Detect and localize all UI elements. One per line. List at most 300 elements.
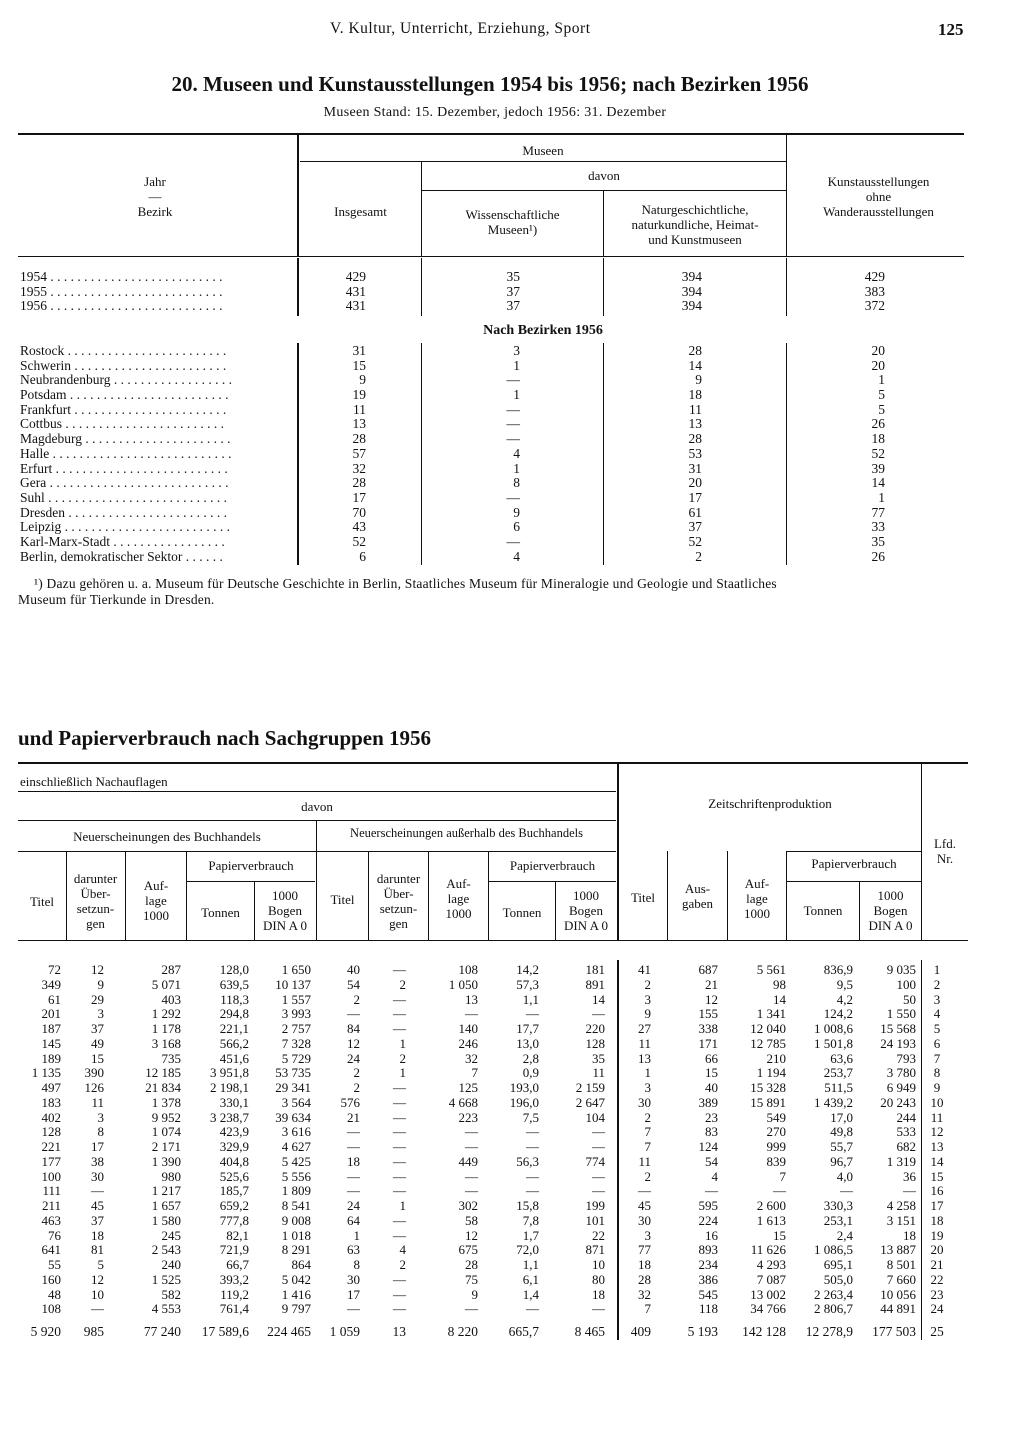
- cell: 429: [864, 269, 885, 284]
- cell: 839: [766, 1153, 786, 1169]
- cell: 7 087: [756, 1271, 786, 1287]
- cell: 6: [513, 519, 520, 535]
- total-cell: 13: [392, 1324, 406, 1339]
- cell: 57: [352, 445, 366, 461]
- cell: 18: [688, 387, 702, 403]
- row-label: 1956 . . . . . . . . . . . . . . . . . . . . . . . . . .: [20, 298, 223, 314]
- cell: 2 543: [151, 1242, 181, 1258]
- cell: 10 137: [275, 976, 311, 992]
- cell: 21: [705, 976, 718, 992]
- stub-dash: —: [148, 189, 162, 204]
- cell: 24: [347, 1198, 360, 1213]
- cell: 31: [352, 343, 366, 358]
- head-lfd: [922, 836, 968, 866]
- cell: 37: [91, 1021, 104, 1036]
- head-a-auflage: [429, 876, 488, 921]
- page-number: 125: [938, 20, 964, 39]
- cell: 595: [698, 1198, 718, 1213]
- cell: 639,5: [219, 976, 249, 992]
- cell: 9 797: [281, 1301, 311, 1317]
- cell: 545: [698, 1286, 718, 1302]
- cell: 20 243: [880, 1094, 916, 1110]
- cell: 19: [352, 387, 366, 403]
- cell: —: [592, 1301, 605, 1317]
- cell: 549: [766, 1109, 786, 1125]
- cell: 18: [930, 1212, 944, 1228]
- cell: 394: [681, 269, 702, 284]
- cell: 35: [506, 269, 520, 284]
- cell: 140: [458, 1021, 478, 1036]
- cell: 1 550: [886, 1006, 916, 1022]
- cell: 349: [41, 976, 61, 992]
- head-b-bogen: [255, 888, 315, 933]
- cell: 864: [291, 1257, 311, 1272]
- cell: 36: [903, 1168, 916, 1184]
- total-cell: 5 193: [687, 1324, 718, 1339]
- cell: 118: [698, 1301, 718, 1317]
- cell: 24: [347, 1050, 360, 1066]
- cell: 270: [766, 1124, 786, 1140]
- rule-zeit: [617, 763, 619, 940]
- row-label: 1955 . . . . . . . . . . . . . . . . . . . . . . . . . .: [20, 283, 223, 299]
- cell: 21: [930, 1257, 944, 1272]
- h: 1000: [445, 906, 472, 921]
- total-cell: 665,7: [508, 1324, 539, 1339]
- cell: 8: [933, 1065, 941, 1081]
- col-z-auflage: [728, 963, 786, 1340]
- cell: 576: [340, 1094, 360, 1110]
- cell: 393,2: [219, 1271, 249, 1287]
- cell: 11: [592, 1065, 605, 1081]
- cell: 5 042: [281, 1271, 311, 1287]
- cell: 1,1: [522, 991, 539, 1007]
- h: Bogen: [569, 903, 603, 918]
- cell: 224: [698, 1212, 718, 1228]
- cell: 244: [896, 1109, 916, 1125]
- cell: 28: [352, 431, 366, 447]
- cell: —: [638, 1183, 651, 1199]
- cell: 1 650: [281, 962, 311, 977]
- col-b-auflage: [126, 963, 181, 1340]
- rule-neu: [18, 851, 616, 852]
- cell: 17,7: [516, 1021, 539, 1036]
- cell: —: [526, 1183, 539, 1199]
- cell: 330,3: [823, 1198, 853, 1213]
- cell: 3 951,8: [210, 1065, 249, 1081]
- cell: 9: [695, 372, 702, 388]
- cell: 4 553: [151, 1301, 181, 1317]
- cell: 26: [871, 416, 885, 432]
- district-label: Cottbus . . . . . . . . . . . . . . . . . . . . . . . .: [20, 416, 225, 432]
- total-cell: 8 220: [447, 1324, 478, 1339]
- district-label: Frankfurt . . . . . . . . . . . . . . . . . . . . . . .: [20, 401, 227, 417]
- h: 1000: [272, 888, 298, 903]
- cell: 5: [933, 1021, 941, 1036]
- cell: —: [347, 1124, 360, 1140]
- cell: —: [526, 1124, 539, 1140]
- col-a-uebersetzungen: [369, 963, 406, 1340]
- cell: 2 159: [575, 1080, 605, 1095]
- cell: 155: [698, 1006, 718, 1022]
- cell: 52: [871, 445, 885, 461]
- head-museen: Museen: [522, 143, 564, 158]
- cell: 24 193: [880, 1035, 916, 1051]
- cell: 22: [930, 1271, 944, 1287]
- h: setzun-: [379, 901, 418, 916]
- cell: 12: [91, 962, 104, 977]
- col-a-tonnen: [489, 963, 539, 1340]
- cell: 100: [41, 1168, 61, 1184]
- cell: 13: [638, 1050, 651, 1066]
- cell: 582: [161, 1286, 181, 1302]
- cell: 3: [97, 1006, 104, 1022]
- cell: 287: [161, 962, 181, 977]
- cell: 20: [688, 475, 702, 491]
- cell: 8 541: [281, 1198, 311, 1213]
- table2-top-rule: [18, 762, 968, 764]
- cell: 15: [91, 1050, 104, 1066]
- cell: 37: [688, 519, 702, 535]
- cell: 1 292: [151, 1006, 181, 1022]
- cell: 160: [41, 1271, 61, 1287]
- cell: 1 319: [886, 1153, 916, 1169]
- cell: —: [526, 1006, 539, 1022]
- head-kunst-2: ohne: [865, 189, 892, 204]
- cell: 17: [352, 489, 366, 505]
- cell: 9: [359, 372, 366, 388]
- cell: 1 086,5: [814, 1242, 853, 1258]
- cell: 675: [458, 1242, 478, 1258]
- cell: 19: [930, 1227, 944, 1243]
- total-cell: 17 589,6: [201, 1324, 249, 1339]
- cell: 3: [513, 343, 520, 358]
- cell: 196,0: [509, 1094, 539, 1110]
- cell: 13: [465, 991, 478, 1007]
- cell: 181: [585, 962, 605, 977]
- cell: 246: [458, 1035, 478, 1051]
- head-natur-2: naturkundliche, Heimat-: [631, 217, 759, 232]
- cell: 2 600: [756, 1198, 786, 1213]
- cell: 245: [161, 1227, 181, 1243]
- h: Auf-: [143, 878, 169, 893]
- cell: —: [347, 1301, 360, 1317]
- cell: 28: [352, 475, 366, 491]
- head-kunst-3: Wanderausstellungen: [823, 204, 934, 219]
- cell: 394: [681, 298, 702, 314]
- cell: 7: [644, 1301, 651, 1317]
- cell: 55,7: [830, 1139, 853, 1154]
- row-label: 1954 . . . . . . . . . . . . . . . . . . . . . . . . . .: [20, 270, 223, 284]
- cell: 9,5: [836, 976, 853, 992]
- cell: —: [506, 372, 520, 388]
- cell: 5 561: [756, 962, 786, 977]
- h: setzun-: [76, 901, 115, 916]
- district-label: Halle . . . . . . . . . . . . . . . . . . . . . . . . . . .: [20, 445, 232, 461]
- cell: 735: [161, 1050, 181, 1066]
- cell: 6: [359, 548, 366, 564]
- cell: —: [526, 1168, 539, 1184]
- cell: 695,1: [823, 1257, 853, 1272]
- cell: 9: [644, 1006, 651, 1022]
- cell: 2: [933, 976, 941, 992]
- cell: —: [393, 1080, 406, 1095]
- cell: 687: [698, 962, 718, 977]
- head-natur-3: und Kunstmuseen: [648, 232, 742, 247]
- cell: 8 501: [886, 1257, 916, 1272]
- district-label: Neubrandenburg . . . . . . . . . . . . . . . . . .: [20, 372, 232, 388]
- cell: 39: [871, 460, 885, 476]
- cell: 34 766: [750, 1301, 786, 1317]
- district-label: Dresden . . . . . . . . . . . . . . . . . . . . . . . .: [20, 504, 227, 520]
- cell: 1 439,2: [814, 1094, 853, 1110]
- cell: 2: [353, 1080, 360, 1095]
- cell: 75: [465, 1271, 478, 1287]
- cell: 2 198,1: [210, 1080, 249, 1095]
- cell: 13: [930, 1139, 944, 1154]
- cell: 15,8: [516, 1198, 539, 1213]
- cell: 641: [41, 1242, 61, 1258]
- cell: 4: [513, 445, 520, 461]
- h: Aus-: [684, 881, 711, 896]
- cell: 221: [41, 1139, 61, 1154]
- cell: 449: [458, 1153, 478, 1169]
- cell: —: [465, 1139, 478, 1154]
- cell: —: [526, 1301, 539, 1317]
- cell: 7: [644, 1124, 651, 1140]
- cell: 8: [97, 1124, 104, 1140]
- cell: 240: [161, 1257, 181, 1272]
- table2-title: und Papierverbrauch nach Sachgruppen 1956: [18, 726, 432, 750]
- cell: 389: [698, 1094, 718, 1110]
- cell: 24: [930, 1301, 944, 1317]
- district-label: Schwerin . . . . . . . . . . . . . . . . . . . . . . .: [20, 357, 227, 373]
- cell: 53 735: [275, 1065, 311, 1081]
- h: DIN A 0: [868, 918, 913, 933]
- cell: 11: [638, 1035, 651, 1051]
- cell: 66,7: [226, 1257, 249, 1272]
- cell: 77: [638, 1242, 651, 1258]
- cell: 21 834: [145, 1080, 181, 1095]
- cell: 2: [695, 548, 702, 564]
- cell: 2: [644, 1168, 651, 1184]
- cell: 32: [352, 460, 366, 476]
- cell: 3 168: [151, 1035, 181, 1051]
- cell: 124: [698, 1139, 718, 1154]
- cell: 53: [688, 445, 702, 461]
- cell: 98: [773, 976, 786, 992]
- cell: 20: [871, 357, 885, 373]
- cell: 11: [353, 401, 366, 417]
- cell: 1,1: [522, 1257, 539, 1272]
- cell: 39 634: [275, 1109, 311, 1125]
- cell: 20: [930, 1242, 944, 1258]
- cell: 126: [84, 1080, 104, 1095]
- cell: 1 050: [448, 976, 478, 992]
- cell: 29 341: [275, 1080, 311, 1095]
- cell: 1 194: [756, 1065, 786, 1081]
- cell: 12 040: [750, 1021, 786, 1036]
- cell: 1 378: [151, 1094, 181, 1110]
- cell: 7: [933, 1050, 941, 1066]
- cell: 253,7: [823, 1065, 853, 1081]
- head-kunst: [787, 174, 970, 219]
- cell: 372: [864, 298, 885, 314]
- h: Über-: [383, 886, 414, 901]
- cell: 11: [689, 401, 702, 417]
- cell: 23: [705, 1109, 718, 1125]
- h: darunter: [376, 871, 421, 886]
- cell: 12: [465, 1227, 478, 1243]
- cell: 2: [399, 976, 406, 992]
- head-zeitschriften: Zeitschriftenproduktion: [708, 796, 832, 811]
- cell: 55: [48, 1257, 61, 1272]
- cell: —: [526, 1139, 539, 1154]
- cell: 893: [698, 1242, 718, 1258]
- footnote-line-1: ¹) Dazu gehören u. a. Museum für Deutsche Geschichte in Berlin, Staatliches Museum für Mineralogie und Geologie und Staatliches: [34, 576, 777, 591]
- col-a-auflage: [429, 963, 478, 1340]
- cell: 1 657: [151, 1198, 181, 1213]
- head-z-titel: Titel: [630, 890, 656, 905]
- total-cell: 1 059: [329, 1324, 360, 1339]
- h: lage: [145, 893, 167, 908]
- cell: 52: [688, 533, 702, 549]
- cell: 100: [896, 976, 916, 992]
- cell: —: [393, 1183, 406, 1199]
- head-a-titel: Titel: [330, 892, 355, 907]
- cell: —: [393, 991, 406, 1007]
- cell: 44 891: [880, 1301, 916, 1317]
- cell: 32: [465, 1050, 478, 1066]
- cell: 18: [592, 1286, 605, 1302]
- cell: —: [393, 1139, 406, 1154]
- cell: —: [393, 1212, 406, 1228]
- h: Auf-: [744, 876, 770, 891]
- stub-head: [20, 174, 290, 219]
- cell: —: [592, 1124, 605, 1140]
- h: 1000: [744, 906, 770, 921]
- head-b-titel: Titel: [29, 894, 55, 909]
- cell: 12: [91, 1271, 104, 1287]
- cell: 77: [871, 504, 885, 520]
- cell: 338: [698, 1021, 718, 1036]
- year-labels: [20, 270, 290, 314]
- cell: 8 291: [281, 1242, 311, 1258]
- cell: 11: [91, 1094, 104, 1110]
- cell: —: [393, 1021, 406, 1036]
- cell: 4: [933, 1006, 941, 1022]
- total-cell: 8 465: [574, 1324, 605, 1339]
- cell: 33: [871, 519, 885, 535]
- head-lfd-1: Lfd.: [933, 836, 957, 851]
- cell: 2 806,7: [814, 1301, 853, 1317]
- head-z-auflage: [728, 876, 786, 921]
- col-z-ausgaben: [668, 963, 718, 1340]
- cell: 525,6: [219, 1168, 249, 1184]
- cell: 43: [352, 519, 366, 535]
- cell: 6,1: [522, 1271, 539, 1287]
- cell: 30: [91, 1168, 104, 1184]
- cell: 3: [644, 1080, 651, 1095]
- cell: —: [506, 489, 520, 505]
- rule-zeit-papier-top: [787, 851, 921, 852]
- stub-bezirk: Bezirk: [137, 204, 173, 219]
- cell: 3 151: [886, 1212, 916, 1228]
- cell: 4: [399, 1242, 406, 1258]
- cell: 5 425: [281, 1153, 311, 1169]
- cell: 3 993: [281, 1006, 311, 1022]
- h: Auf-: [446, 876, 471, 891]
- cell: —: [592, 1168, 605, 1184]
- year-natur: [604, 270, 702, 314]
- head-neu-ausserhalb: Neuerscheinungen außerhalb des Buchhandels: [350, 826, 583, 840]
- cell: 210: [766, 1050, 786, 1066]
- cell: 1 390: [151, 1153, 181, 1169]
- cell: 111: [42, 1183, 61, 1199]
- cell: 9: [471, 1286, 478, 1302]
- cell: 682: [896, 1139, 916, 1154]
- head-natur: [604, 202, 786, 247]
- cell: 22: [592, 1227, 605, 1243]
- cell: 1 613: [756, 1212, 786, 1228]
- h: 1000: [573, 888, 599, 903]
- cell: 2,4: [836, 1227, 853, 1243]
- cell: —: [393, 962, 406, 977]
- h: 1000: [877, 888, 904, 903]
- cell: 64: [347, 1212, 360, 1228]
- total-cell: 12 278,9: [805, 1324, 853, 1339]
- table1-top-rule: [18, 133, 964, 135]
- cell: 45: [91, 1198, 104, 1213]
- col-a-bogen: [556, 963, 605, 1340]
- cell: 3 238,7: [210, 1109, 249, 1125]
- col-b-uebersetzungen: [66, 963, 104, 1340]
- cell: 35: [871, 533, 885, 549]
- cell: 1: [513, 357, 520, 373]
- cell: —: [347, 1139, 360, 1154]
- total-cell: 142 128: [742, 1324, 786, 1339]
- cell: 999: [766, 1139, 786, 1154]
- cell: 3 780: [886, 1065, 916, 1081]
- cell: —: [465, 1168, 478, 1184]
- cell: 403: [161, 991, 181, 1007]
- cell: —: [903, 1183, 916, 1199]
- cell: 108: [458, 962, 478, 977]
- cell: 2: [644, 976, 651, 992]
- cell: 2: [353, 1065, 360, 1081]
- district-label: Leipzig . . . . . . . . . . . . . . . . . . . . . . . . .: [20, 519, 230, 535]
- cell: —: [465, 1183, 478, 1199]
- head-a-tonnen: Tonnen: [502, 905, 542, 920]
- cell: 15: [705, 1065, 718, 1081]
- head-z-tonnen: Tonnen: [803, 903, 843, 918]
- cell: —: [592, 1183, 605, 1199]
- cell: 7: [779, 1168, 786, 1184]
- col-b-titel: [18, 963, 61, 1340]
- cell: 7 328: [281, 1035, 311, 1051]
- total-cell: 985: [83, 1324, 104, 1339]
- cell: 4 668: [448, 1094, 478, 1110]
- col-z-bogen: [860, 963, 916, 1340]
- cell: 329,9: [219, 1139, 249, 1154]
- cell: 56,3: [516, 1153, 539, 1169]
- cell: 50: [903, 991, 916, 1007]
- cell: 394: [681, 283, 702, 299]
- cell: 18: [903, 1227, 916, 1243]
- cell: 54: [705, 1153, 718, 1169]
- rule-papier-a: [489, 881, 616, 882]
- cell: 980: [161, 1168, 181, 1184]
- cell: 37: [506, 298, 520, 314]
